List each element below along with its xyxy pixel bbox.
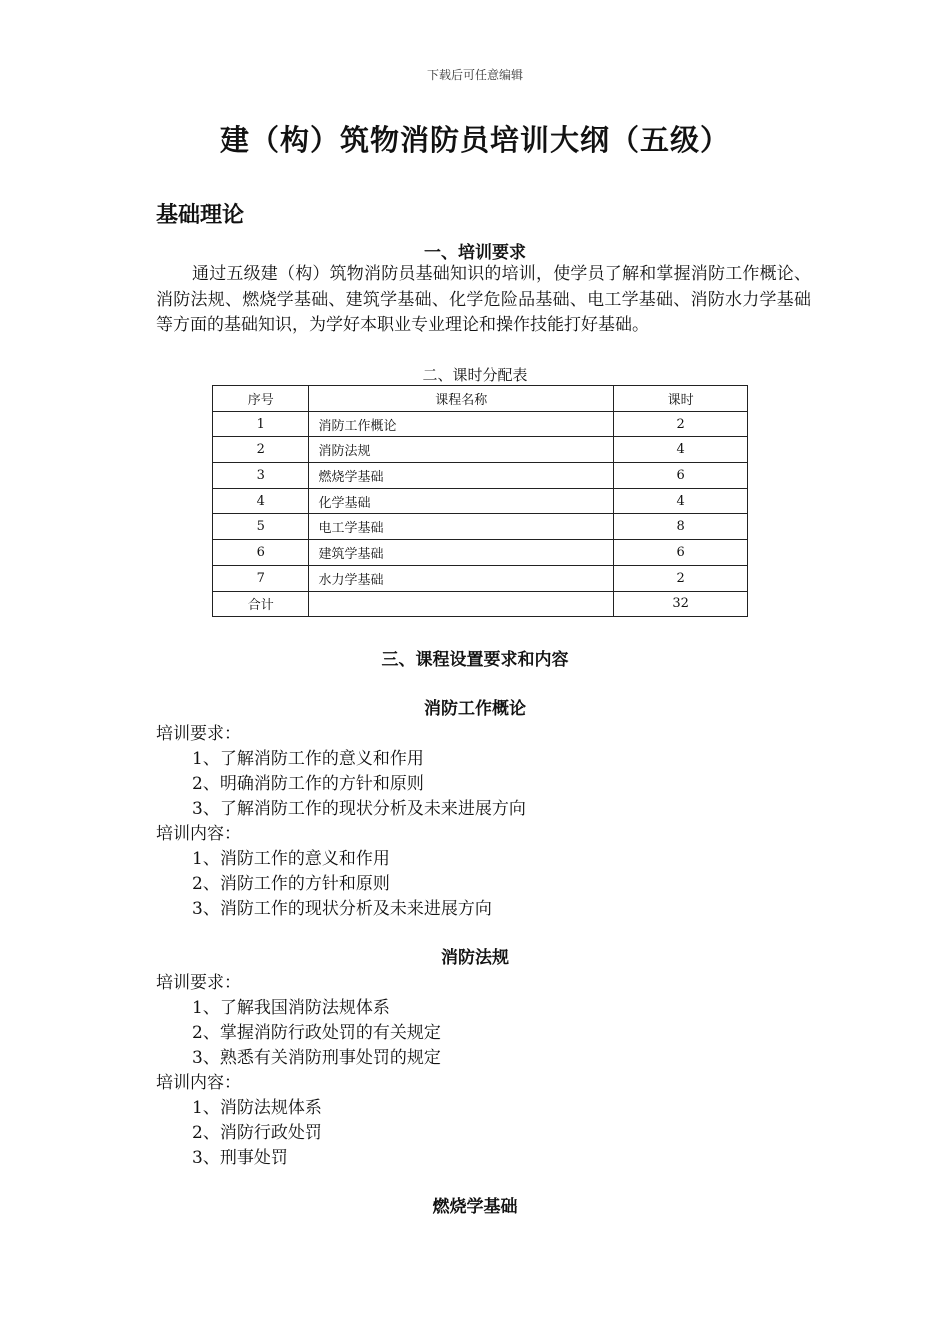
cell-hours: 8 [614, 514, 748, 540]
cell-hours: 2 [614, 411, 748, 437]
column-header-course: 课程名称 [309, 386, 614, 412]
training-requirements-heading: 一、培训要求 [424, 243, 526, 263]
table-total-row [213, 591, 748, 617]
table-header-row [213, 386, 748, 412]
training-requirements-paragraph: 通过五级建（构）筑物消防员基础知识的培训，使学员了解和掌握消防工作概论、消防法规、燃烧学基础、建筑学基础、化学危险品基础、电工学基础、消防水力学基础等方面的基础知识，为学好本职业专业理论和操作技能打好基础。 [156, 264, 811, 335]
cell-hours: 4 [614, 488, 748, 514]
cell-number: 2 [213, 437, 309, 463]
cell-course: 建筑学基础 [309, 540, 614, 566]
cell-hours: 6 [614, 540, 748, 566]
cell-number: 7 [213, 565, 309, 591]
cell-number: 3 [213, 463, 309, 489]
document-title: 建（构）筑物消防员培训大纲（五级） [219, 123, 730, 157]
list-item: 3、了解消防工作的现状分析及未来进展方向 [192, 799, 526, 819]
cell-course: 水力学基础 [309, 565, 614, 591]
list-item: 2、掌握消防行政处罚的有关规定 [192, 1023, 441, 1043]
cell-number: 1 [213, 411, 309, 437]
cell-course: 燃烧学基础 [309, 463, 614, 489]
course-title: 消防法规 [441, 948, 509, 968]
course-title: 消防工作概论 [424, 699, 526, 719]
table-row [213, 437, 748, 463]
cell-number: 6 [213, 540, 309, 566]
list-item: 2、消防工作的方针和原则 [192, 874, 390, 894]
course-settings-heading: 三、课程设置要求和内容 [381, 650, 569, 670]
hours-table [212, 385, 748, 617]
requirements-label: 培训要求： [156, 973, 241, 993]
section-title: 基础理论 [156, 202, 245, 228]
list-item: 3、刑事处罚 [192, 1148, 288, 1168]
cell-total-hours: 32 [614, 591, 748, 617]
list-item: 3、消防工作的现状分析及未来进展方向 [192, 899, 492, 919]
table-row [213, 463, 748, 489]
column-header-hours: 课时 [614, 386, 748, 412]
table-row [213, 514, 748, 540]
list-item: 2、消防行政处罚 [192, 1123, 322, 1143]
cell-hours: 4 [614, 437, 748, 463]
cell-hours: 2 [614, 565, 748, 591]
cell-course: 电工学基础 [309, 514, 614, 540]
header-note: 下载后可任意编辑 [426, 68, 523, 82]
table-row [213, 488, 748, 514]
table-caption: 二、课时分配表 [422, 366, 528, 384]
list-item: 1、了解我国消防法规体系 [192, 998, 390, 1018]
cell-number: 5 [213, 514, 309, 540]
list-item: 3、熟悉有关消防刑事处罚的规定 [192, 1048, 441, 1068]
table-row [213, 411, 748, 437]
column-header-number: 序号 [213, 386, 309, 412]
table-row [213, 540, 748, 566]
cell-hours: 6 [614, 463, 748, 489]
table-row [213, 565, 748, 591]
course-title: 燃烧学基础 [432, 1197, 518, 1217]
cell-course: 消防法规 [309, 437, 614, 463]
cell-course: 消防工作概论 [309, 411, 614, 437]
list-item: 2、明确消防工作的方针和原则 [192, 774, 424, 794]
list-item: 1、了解消防工作的意义和作用 [192, 749, 424, 769]
requirements-label: 培训要求： [156, 724, 241, 744]
cell-course: 化学基础 [309, 488, 614, 514]
list-item: 1、消防工作的意义和作用 [192, 849, 390, 869]
contents-label: 培训内容： [156, 824, 241, 844]
cell-course [309, 591, 614, 617]
contents-label: 培训内容： [156, 1073, 241, 1093]
cell-total-label: 合计 [213, 591, 309, 617]
cell-number: 4 [213, 488, 309, 514]
list-item: 1、消防法规体系 [192, 1098, 322, 1118]
